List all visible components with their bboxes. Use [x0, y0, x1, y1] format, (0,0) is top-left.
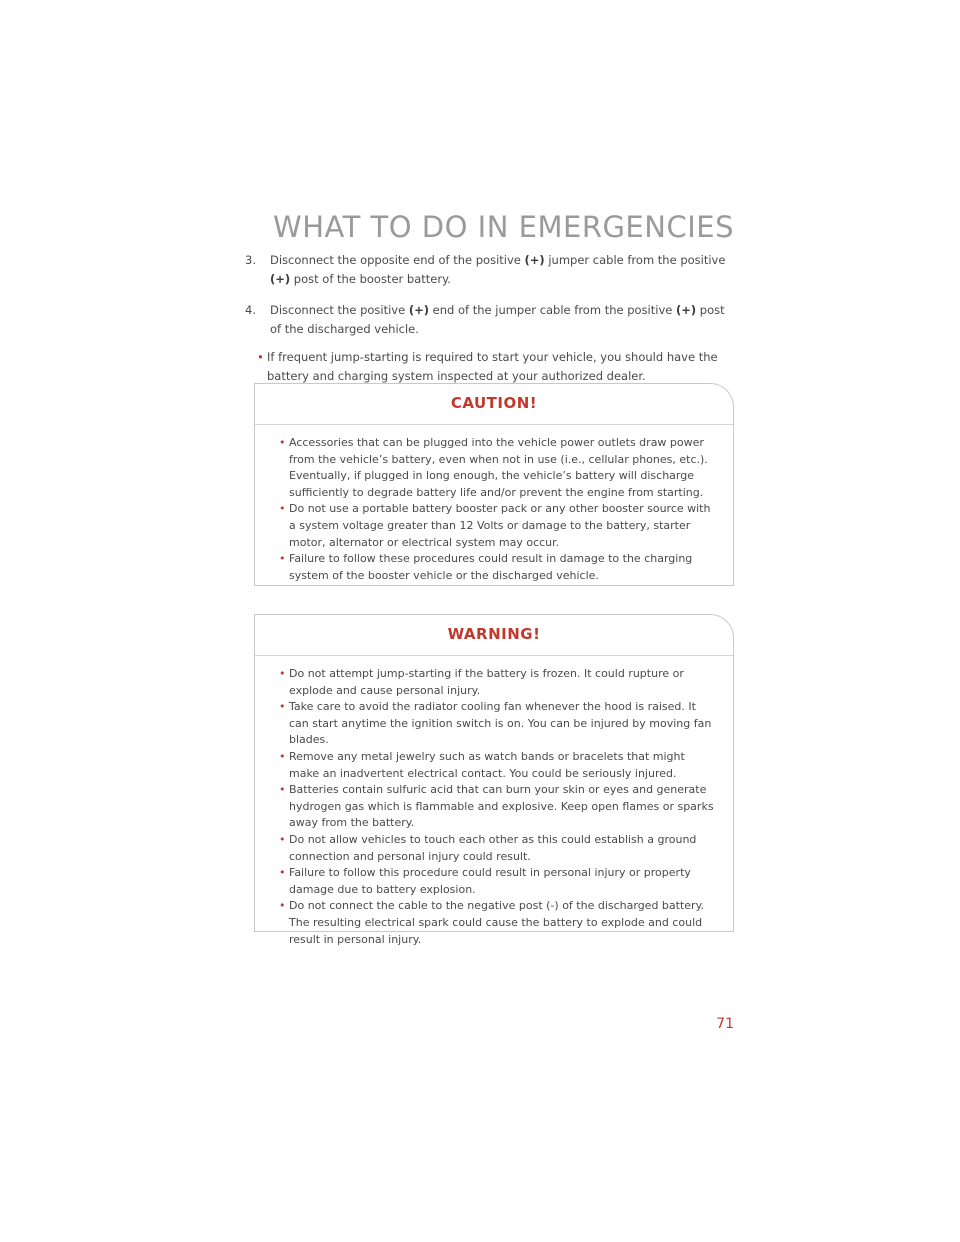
step-number: 4. — [245, 302, 256, 317]
bullet-icon: • — [257, 349, 264, 364]
step-text: post of the discharged vehicle. — [270, 302, 725, 336]
list-item-text: Do not use a portable battery booster pack or any other booster source with a system voltage greater than 12 Volts or damage to the battery, starter motor, alternator or electrical system may occur. — [289, 502, 711, 549]
list-item — [279, 551, 715, 584]
list-item — [279, 832, 715, 865]
bullet-icon: • — [279, 436, 286, 449]
step-text: Disconnect the opposite end of the positive — [270, 253, 525, 267]
bullet-icon: • — [279, 700, 286, 714]
positive-symbol: (+) — [270, 272, 291, 286]
list-item — [279, 435, 715, 501]
step-text: end of the jumper cable from the positive — [429, 302, 676, 317]
list-item — [279, 749, 715, 782]
list-item — [279, 865, 715, 898]
list-item — [279, 699, 715, 749]
bullet-icon: • — [279, 899, 286, 913]
bullet-icon: • — [279, 749, 286, 763]
bullet-icon: • — [279, 783, 286, 797]
step-3 — [245, 251, 735, 289]
step-text: jumper cable from the positive — [544, 253, 726, 267]
list-item-text: Batteries contain sulfuric acid that can burn your skin or eyes and generate hydrogen gas which is flammable and explosive. Keep open flames or sparks away from the battery. — [289, 783, 714, 830]
step-text: post of the booster battery. — [290, 272, 451, 286]
positive-symbol: (+) — [408, 302, 429, 317]
instruction-steps — [245, 251, 735, 395]
step-4 — [245, 301, 735, 339]
page-number: 71 — [716, 1016, 734, 1032]
tip-note — [245, 348, 735, 386]
section-title: WHAT TO DO IN EMERGENCIES — [273, 210, 734, 244]
list-item-text: Do not connect the cable to the negative post (-) of the discharged battery. The resulting electrical spark could cause the battery to explode and could result in personal injury. — [289, 899, 705, 946]
bullet-icon: • — [279, 832, 286, 846]
warning-title: WARNING! — [255, 615, 733, 656]
caution-box — [254, 383, 734, 586]
list-item-text: Failure to follow this procedure could result in personal injury or property damage due to battery explosion. — [289, 866, 691, 896]
positive-symbol: (+) — [524, 253, 545, 267]
list-item-text: Take care to avoid the radiator cooling fan whenever the hood is raised. It can start anytime the ignition switch is on. You can be injured by moving fan blades. — [289, 700, 712, 747]
warning-list — [255, 656, 733, 948]
bullet-icon: • — [279, 866, 286, 880]
caution-title: CAUTION! — [255, 384, 733, 425]
warning-box — [254, 614, 734, 946]
step-number: 3. — [245, 253, 256, 267]
list-item — [279, 898, 715, 948]
list-item-text: Failure to follow these procedures could result in damage to the charging system of the booster vehicle or the discharged vehicle. — [289, 552, 693, 582]
caution-list — [255, 425, 733, 584]
step-text: Disconnect the positive — [270, 302, 409, 317]
list-item-text: Do not attempt jump-starting if the battery is frozen. It could rupture or explode and cause personal injury. — [289, 667, 684, 697]
bullet-icon: • — [279, 667, 286, 680]
bullet-icon: • — [279, 552, 286, 566]
list-item — [279, 782, 715, 832]
list-item-text: Remove any metal jewelry such as watch bands or bracelets that might make an inadvertent electrical contact. You could be seriously injured. — [289, 749, 685, 780]
list-item — [279, 501, 715, 551]
list-item — [279, 666, 715, 699]
list-item-text: Do not allow vehicles to touch each other as this could establish a ground connection and personal injury could result. — [289, 832, 697, 863]
tip-text: If frequent jump-starting is required to start your vehicle, you should have the battery and charging system inspected at your authorized dealer. — [267, 349, 718, 383]
list-item-text: Accessories that can be plugged into the vehicle power outlets draw power from the vehicle’s battery, even when not in use (i.e., cellular phones, etc.). Eventually, if plugged in long enough, the vehicle’s battery will discharge sufficiently to degrade battery life and/or prevent the engine from starting. — [289, 436, 708, 499]
bullet-icon: • — [279, 502, 286, 516]
positive-symbol: (+) — [676, 302, 697, 317]
